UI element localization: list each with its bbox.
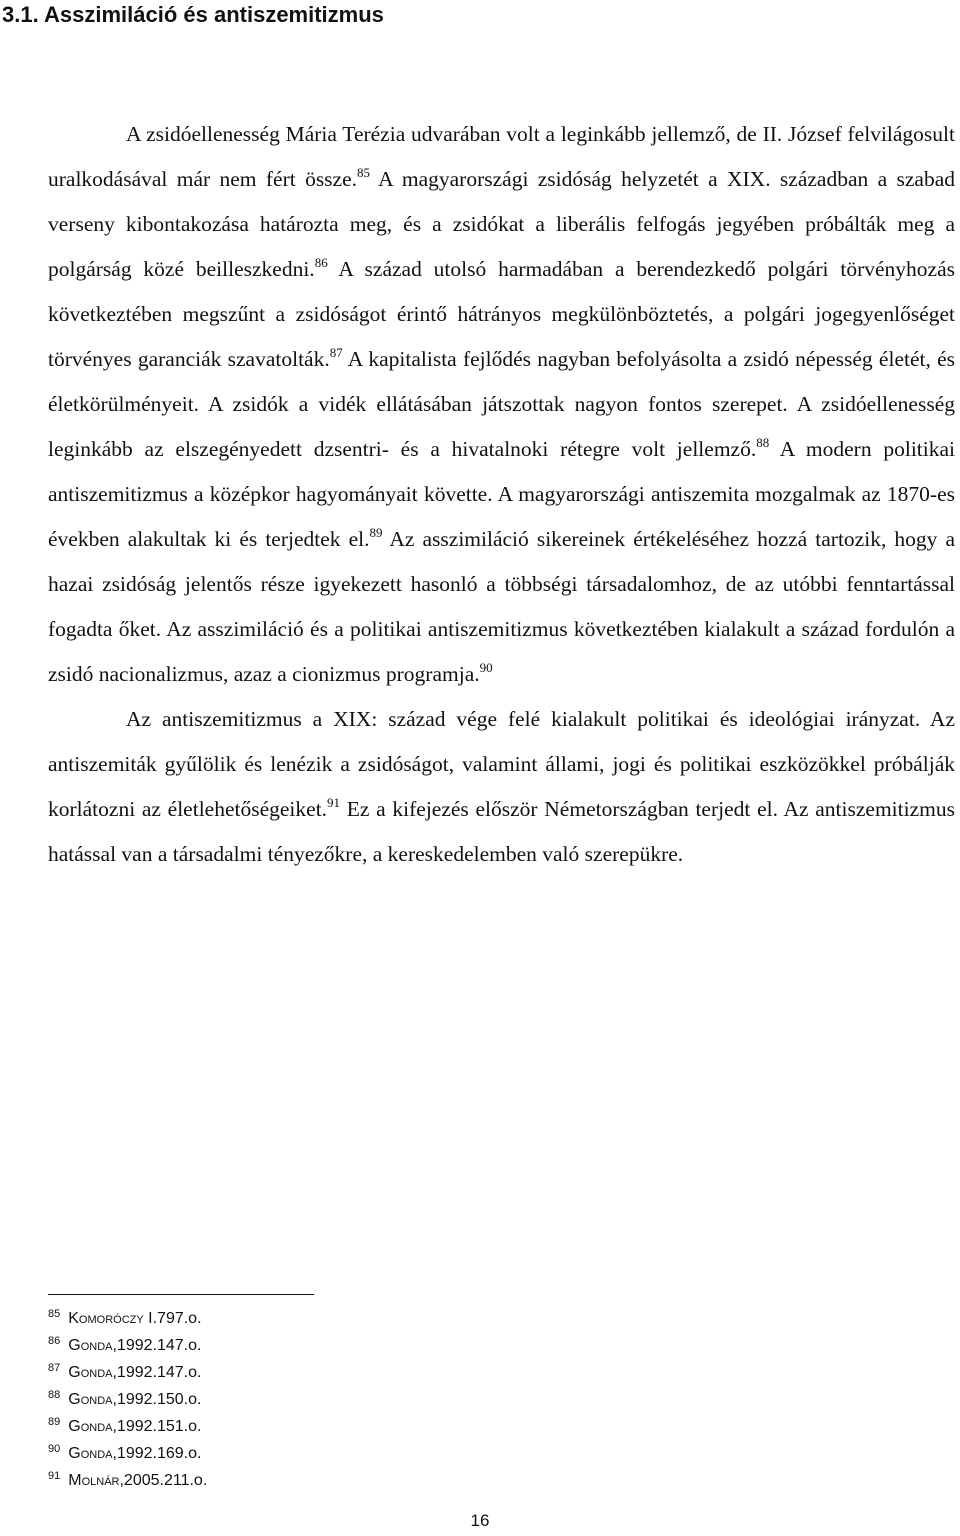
footnote bbox=[48, 1359, 548, 1386]
footnote-number: 85 bbox=[48, 1308, 61, 1320]
footnote-ref[interactable]: 91 bbox=[327, 795, 341, 810]
footnote bbox=[48, 1413, 548, 1440]
footnote-citation: ,1992.169.o. bbox=[112, 1445, 202, 1462]
paragraph bbox=[48, 697, 955, 877]
footnote-citation: ,1992.147.o. bbox=[112, 1337, 202, 1354]
paragraph-text: A század utolsó harmadában a berendezkedő polgári törvényhozás következtében megszűnt a zsidóságot érintő hátrányos megkülönböztetés, a polgári jogegyenlőséget törvényes garanciák szavatolták. bbox=[48, 257, 955, 371]
footnote-ref[interactable]: 90 bbox=[479, 660, 493, 675]
footnote-number: 89 bbox=[48, 1416, 61, 1428]
footnote-author: Komoróczy bbox=[68, 1310, 144, 1327]
footnote-author: Molnár bbox=[68, 1472, 120, 1489]
body-text bbox=[48, 112, 955, 877]
footnote-ref[interactable]: 87 bbox=[329, 345, 343, 360]
footnote bbox=[48, 1305, 548, 1332]
paragraph bbox=[48, 112, 955, 697]
paragraph-text: Az asszimiláció sikereinek értékeléséhez hozzá tartozik, hogy a hazai zsidóság jelentős része igyekezett hasonló a többségi társadalomhoz, de az utóbbi fenntartással fogadta őket. Az asszimiláció és a politikai antiszemitizmus következtében kialakult a század fordulón a zsidó nacionalizmus, azaz a cionizmus programja. bbox=[48, 527, 955, 686]
footnote-separator bbox=[48, 1294, 314, 1295]
footnote-author: Gonda bbox=[68, 1364, 113, 1381]
footnote-author: Gonda bbox=[68, 1418, 113, 1435]
footnote-citation: ,1992.150.o. bbox=[112, 1391, 202, 1408]
paragraph-text: A modern politikai antiszemitizmus a középkor hagyományait követte. A magyarországi antiszemita mozgalmak az 1870-es években alakultak ki és terjedtek el. bbox=[48, 437, 956, 551]
footnote bbox=[48, 1332, 548, 1359]
footnote-citation: ,1992.151.o. bbox=[112, 1418, 202, 1435]
footnote-number: 91 bbox=[48, 1470, 61, 1482]
footnote-author: Gonda bbox=[68, 1391, 113, 1408]
footnote-ref[interactable]: 88 bbox=[756, 435, 770, 450]
footnote bbox=[48, 1386, 548, 1413]
footnote-ref[interactable]: 85 bbox=[357, 165, 371, 180]
page-number: 16 bbox=[470, 1511, 490, 1530]
footnote-author: Gonda bbox=[68, 1445, 113, 1462]
footnote-ref[interactable]: 86 bbox=[314, 255, 328, 270]
footnote-citation: ,1992.147.o. bbox=[112, 1364, 202, 1381]
footnote-number: 88 bbox=[48, 1389, 61, 1401]
footnote-number: 87 bbox=[48, 1362, 61, 1374]
paragraph-text: A kapitalista fejlődés nagyban befolyásolta a zsidó népesség életét, és életkörülményeit. A zsidók a vidék ellátásában játszottak nagyon fontos szerepet. A zsidóellenesség leginkább az elszegényedett dzsentri- és a hivatalnoki rétegre volt jellemző. bbox=[48, 347, 955, 461]
footnote bbox=[48, 1440, 548, 1467]
footnote-author: Gonda bbox=[68, 1337, 113, 1354]
paragraph-text: Ez a kifejezés először Németországban terjedt el. Az antiszemitizmus hatással van a társadalmi tényezőkre, a kereskedelemben való szerepükre. bbox=[48, 797, 955, 866]
footnote-number: 90 bbox=[48, 1443, 61, 1455]
paragraph-text: Az antiszemitizmus a XIX: század vége felé kialakult politikai és ideológiai irányzat. Az antiszemiták gyűlölik és lenézik a zsidóságot, valamint állami, jogi és politikai eszközökkel próbálják korlátozni az életlehetőségeiket. bbox=[48, 707, 955, 821]
paragraph-text: A magyarországi zsidóság helyzetét a XIX. században a szabad verseny kibontakozása határozta meg, és a zsidókat a liberális felfogás jegyében próbálták meg a polgárság közé beilleszkedni. bbox=[48, 167, 955, 281]
footnote bbox=[48, 1467, 548, 1494]
paragraph-text: A zsidóellenesség Mária Terézia udvarában volt a leginkább jellemző, de II. József felvilágosult uralkodásával már nem fért össze. bbox=[48, 122, 955, 191]
footnote-citation: ,2005.211.o. bbox=[119, 1472, 208, 1489]
section-heading: 3.1. Asszimiláció és antiszemitizmus bbox=[2, 2, 384, 27]
footnote-citation: I.797.o. bbox=[143, 1310, 202, 1327]
footnote-ref[interactable]: 89 bbox=[369, 525, 383, 540]
footnote-number: 86 bbox=[48, 1335, 61, 1347]
footnotes-list bbox=[48, 1305, 548, 1494]
